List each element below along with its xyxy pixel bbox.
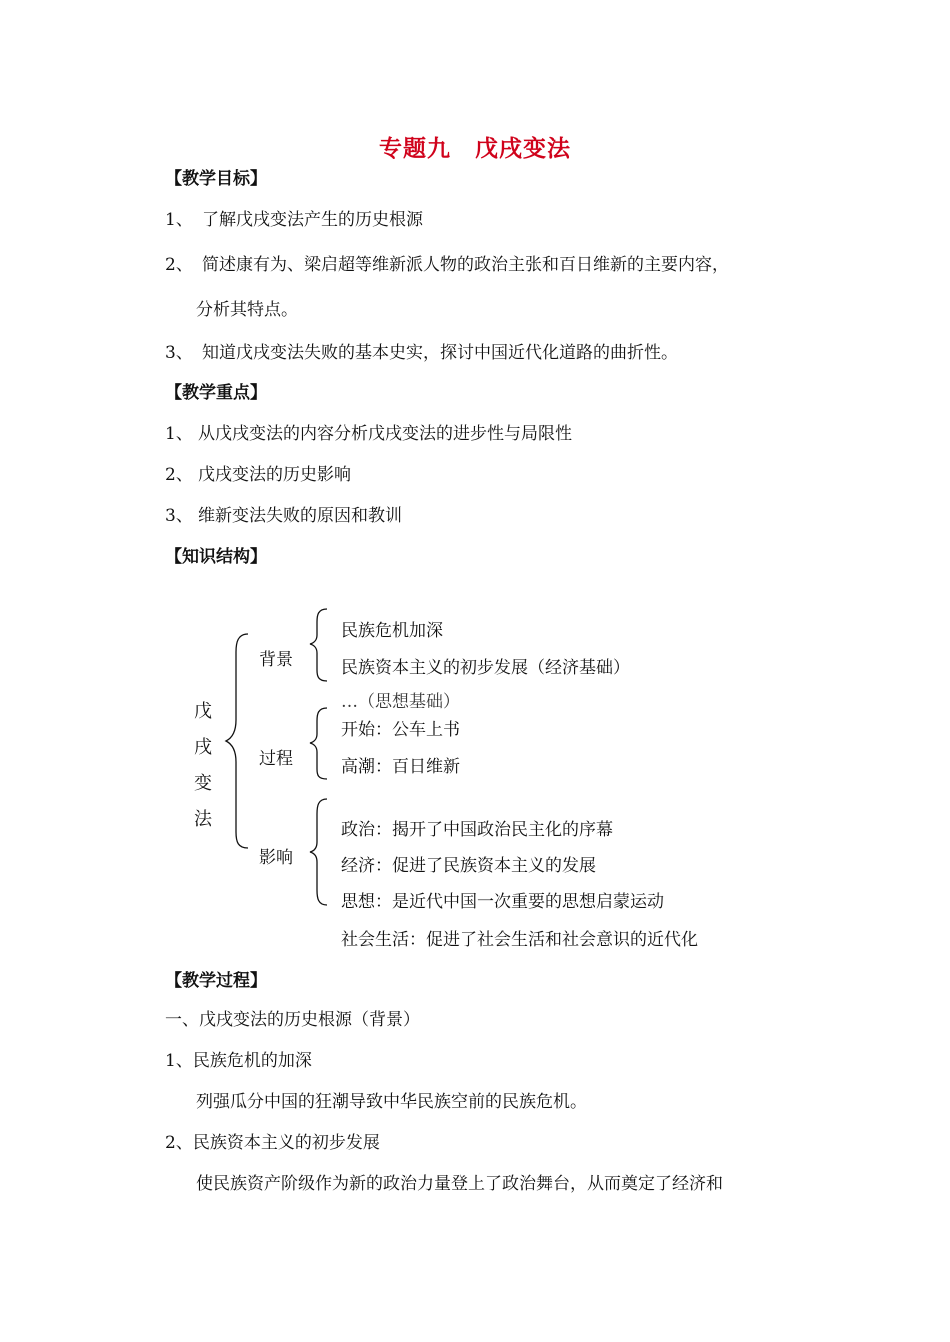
background-brace [310, 609, 327, 681]
branch-label: 过程 [259, 749, 293, 769]
branch-item-clipped: …（思想基础） [341, 692, 460, 712]
paragraph: 使民族资产阶级作为新的政治力量登上了政治舞台，从而奠定了经济和 [196, 1174, 723, 1194]
branch-item: 开始：公车上书 [341, 720, 460, 740]
key-point-num: 1、 [165, 424, 193, 444]
objective-num: 3、 [165, 343, 193, 363]
root-char: 法 [194, 809, 212, 830]
objective-num: 1、 [165, 210, 193, 230]
root-char: 变 [194, 773, 212, 794]
branch-item: 民族资本主义的初步发展（经济基础） [341, 658, 630, 678]
page-title: 专题九 戊戌变法 [379, 136, 571, 162]
root-char: 戌 [194, 737, 212, 758]
subsection-heading: 2、民族资本主义的初步发展 [165, 1133, 380, 1153]
key-point-text: 戊戌变法的历史影响 [198, 465, 351, 485]
branch-label: 影响 [259, 848, 293, 868]
objective-text-cont: 分析其特点。 [196, 300, 298, 320]
key-point-text: 从戊戌变法的内容分析戊戌变法的进步性与局限性 [198, 424, 572, 444]
branch-item: 社会生活：促进了社会生活和社会意识的近代化 [341, 930, 698, 950]
objective-num: 2、 [165, 255, 193, 275]
branch-item: 民族危机加深 [341, 621, 443, 641]
key-point-num: 3、 [165, 506, 193, 526]
branch-item: 政治：揭开了中国政治民主化的序幕 [341, 820, 613, 840]
impact-brace [310, 799, 327, 905]
key-point-num: 2、 [165, 465, 193, 485]
process-heading: 【教学过程】 [165, 971, 267, 991]
key-points-heading: 【教学重点】 [165, 383, 267, 403]
subsection-heading: 1、民族危机的加深 [165, 1051, 312, 1071]
objective-text: 了解戊戌变法产生的历史根源 [202, 210, 423, 230]
branch-item: 高潮：百日维新 [341, 757, 460, 777]
objectives-heading: 【教学目标】 [165, 169, 267, 189]
structure-heading: 【知识结构】 [165, 547, 267, 567]
key-point-text: 维新变法失败的原因和教训 [198, 506, 402, 526]
section-heading: 一、戊戌变法的历史根源（背景） [165, 1010, 420, 1030]
objective-text: 知道戊戌变法失败的基本史实，探讨中国近代化道路的曲折性。 [202, 343, 678, 363]
paragraph: 列强瓜分中国的狂潮导致中华民族空前的民族危机。 [196, 1092, 587, 1112]
root-char: 戊 [194, 701, 212, 722]
process-brace [310, 708, 327, 779]
main-brace [226, 634, 248, 848]
objective-text: 简述康有为、梁启超等维新派人物的政治主张和百日维新的主要内容， [202, 255, 729, 275]
branch-label: 背景 [259, 650, 293, 670]
branch-item: 思想：是近代中国一次重要的思想启蒙运动 [341, 892, 664, 912]
branch-item: 经济：促进了民族资本主义的发展 [341, 856, 596, 876]
